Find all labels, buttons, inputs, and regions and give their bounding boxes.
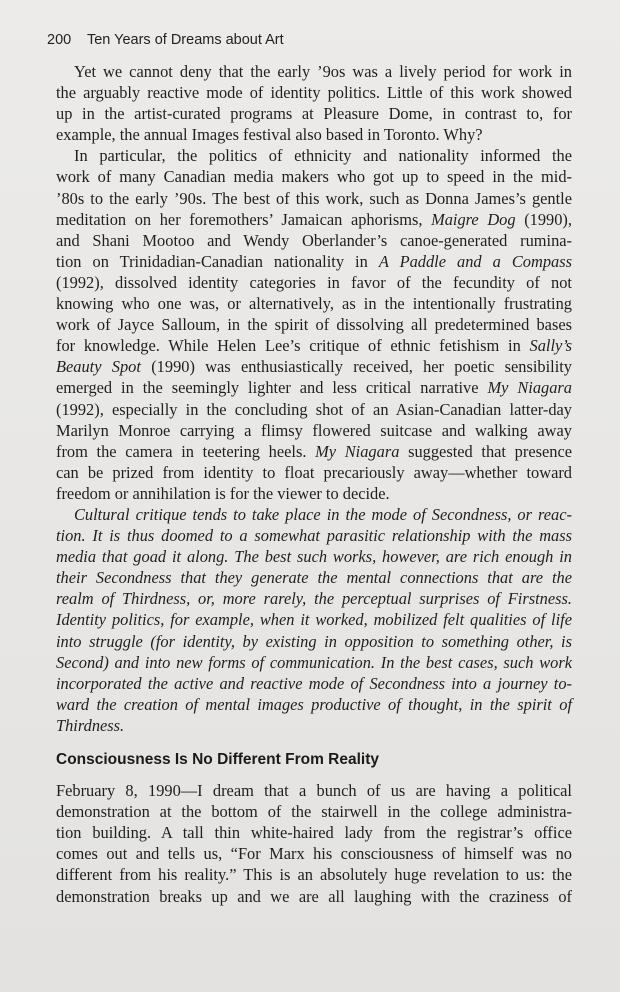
title-my-niagara: My Niagara [487,378,572,398]
text-line: their Secondness that they generate the mental connections that are the [56,568,572,588]
text-line: Cultural critique tends to take place in the mode of Secondness, or reac- [74,504,572,524]
title-beauty-spot: Beauty Spot [56,357,141,377]
text-line: In particular, the politics of ethnicity and nationality informed the [74,146,572,166]
text-line: work of Jayce Salloum, in the spirit of dissolving all predetermined bases [56,315,572,335]
text-line: February 8, 1990—I dream that a bunch of us are having a political [56,781,572,801]
text-line [56,251,572,272]
text-line: realm of Thirdness, or, more rarely, the perceptual surprises of Firstness. [56,589,572,609]
paragraph-4 [56,780,572,907]
paragraph-2 [56,145,572,504]
title-my-niagara: My Niagara [315,441,400,461]
text-line: into struggle (for identity, by existing in opposition to something other, is [56,631,572,651]
running-head-title: Ten Years of Dreams about Art [86,32,284,48]
text-line: and Shani Mootoo and Wendy Oberlander’s canoe-generated rumina- [56,230,572,250]
text-line: work of many Canadian media makers who got up to speed in the mid- [56,167,572,187]
text-line: Second) and into new forms of communication. In the best cases, such work [56,652,572,672]
text-run: (1990), [515,209,572,229]
text-run: (1990) was enthusiastically received, her poetic sensibility [140,357,572,377]
text-line: Identity politics, for example, when it worked, mobilized felt qualities of life [56,610,572,630]
paragraph-3-italic [56,504,572,736]
text-line: tion. It is thus doomed to a somewhat parasitic relationship with the mass [56,526,572,546]
text-line: comes out and tells us, “For Marx his consciousness of himself was no [56,844,572,864]
text-line: (1992), especially in the concluding shot of an Asian-Canadian latter-day [56,399,572,419]
body-text [56,61,572,907]
text-line [56,335,572,356]
page-number: 200 [47,32,72,48]
text-line: can be prized from identity to float precariously away—whether toward [56,462,572,482]
title-maigre-dog: Maigre Dog [431,209,516,229]
text-run: from the camera in teetering heels. [56,441,316,461]
text-line: knowing who one was, or alternatively, as in the intentionally frustrating [56,294,572,314]
text-line: incorporated the active and reactive mode of Secondness into a journey to- [56,673,572,693]
text-line: (1992), dissolved identity categories in favor of the fecundity of not [56,272,572,292]
paragraph-1 [56,61,572,145]
text-run: for knowledge. While Helen Lee’s critique of ethnic fetishism in [56,336,530,356]
text-line: freedom or annihilation is for the viewer to decide. [56,483,390,503]
text-run: emerged in the seemingly lighter and less critical narrative [56,378,488,398]
text-line: demonstration breaks up and we are all laughing with the craziness of [56,886,572,906]
text-line: Yet we cannot deny that the early ’9os was a lively period for work in [74,62,572,81]
text-line [56,209,572,230]
text-run: tion on Trinidadian-Canadian nationality in [56,251,379,271]
text-line [56,441,572,462]
title-sallys: Sally’s [529,336,572,356]
section-heading: Consciousness Is No Different From Reality [56,751,379,768]
text-line: different from his reality.” This is an absolutely huge revelation to us: the [56,865,572,885]
text-line: Marilyn Monroe carrying a flimsy flowered suitcase and walking away [56,420,572,440]
text-line: media that goad it along. The best such works, however, are rich enough in [56,547,572,567]
text-line: ’80s to the early ’90s. The best of this work, such as Donna James’s gentle [56,188,572,208]
title-a-paddle-and-a-compass: A Paddle and a Compass [378,251,572,271]
text-line: the arguably reactive mode of identity politics. Little of this work showed [56,83,572,103]
text-line: Thirdness. [56,715,125,735]
text-line: example, the annual Images festival also based in Toronto. Why? [56,125,483,145]
text-line [56,356,572,377]
text-line [56,377,572,398]
text-line: up in the artist-curated programs at Pleasure Dome, in contrast to, for [56,104,572,124]
text-line: demonstration at the bottom of the stairwell in the college administra- [56,802,572,822]
text-run: suggested that presence [399,441,572,461]
text-line: ward the creation of mental images productive of thought, in the spirit of [56,694,572,714]
running-head [47,32,284,48]
text-line: tion building. A tall thin white-haired lady from the registrar’s office [56,823,572,843]
text-run: meditation on her foremothers’ Jamaican aphorisms, [56,209,432,229]
